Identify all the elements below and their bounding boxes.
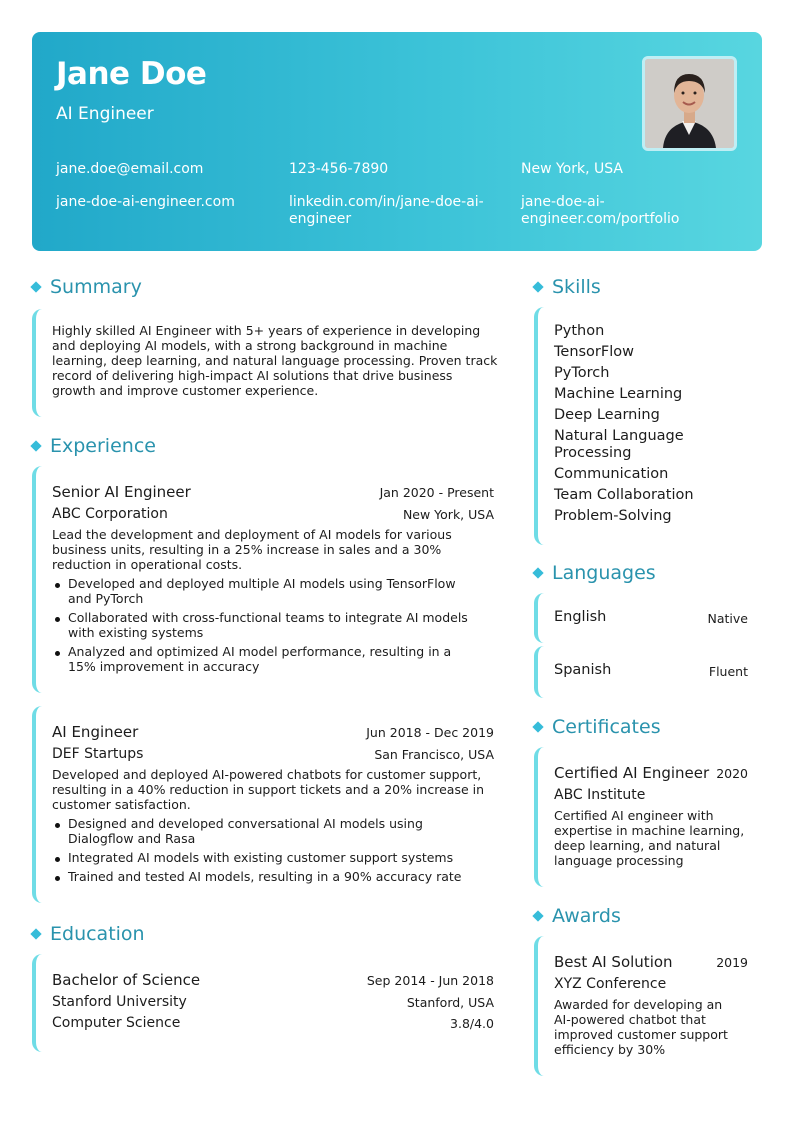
education-entry [32,954,502,1052]
education-school: Stanford University [52,994,187,1010]
skill-item: Python [554,323,605,339]
job-bullet: Trained and tested AI models, resulting in a 90% accuracy rate [52,869,482,884]
awards-heading [532,905,621,927]
job-bullet: Analyzed and optimized AI model performance, resulting in a 15% improvement in accuracy [52,644,482,674]
certificate-issuer: ABC Institute [554,787,646,803]
contact-phone[interactable]: 123-456-7890 [289,161,389,177]
award-name: Best AI Solution [554,953,673,971]
language-entry [534,646,762,698]
job-bullet: Collaborated with cross-functional teams to integrate AI models with existing systems [52,610,482,640]
award-issuer: XYZ Conference [554,976,667,992]
job-company: DEF Startups [52,746,144,762]
job-bullet: Developed and deployed multiple AI models using TensorFlow and PyTorch [52,576,482,606]
job-position: Senior AI Engineer [52,483,191,501]
summary-section [32,309,502,417]
job-bullets [52,816,482,888]
diamond-icon [532,910,543,921]
award-entry [534,936,762,1076]
skills-list [554,323,754,529]
contact-linkedin[interactable]: linkedin.com/in/jane-doe-ai-engineer [289,194,484,227]
job-location: New York, USA [402,507,494,522]
contact-website[interactable]: jane-doe-ai-engineer.com [56,194,235,210]
skill-item: Problem-Solving [554,508,672,524]
education-title: Education [50,923,145,945]
certificate-description: Certified AI engineer with expertise in machine learning, deep learning, and natural language processing [554,808,745,868]
job-bullets [52,576,482,678]
diamond-icon [532,567,543,578]
certificate-year: 2020 [716,766,748,781]
skill-item: Natural Language Processing [554,428,684,461]
skill-item: Team Collaboration [554,487,694,503]
language-level: Fluent [708,664,748,679]
candidate-role: AI Engineer [56,104,154,124]
summary-title: Summary [50,276,142,298]
skill-item: PyTorch [554,365,610,381]
certificates-title: Certificates [552,716,661,738]
contact-location: New York, USA [521,161,623,177]
summary-text: Highly skilled AI Engineer with 5+ years of experience in developing and deploying AI models, with a strong background in machine learning, deep learning, and natural language processing. Proven track record of delivering high-impact AI solutions that drive business growth and improve customer experience. [52,323,498,398]
education-heading [30,923,145,945]
job-location: San Francisco, USA [374,747,494,762]
awards-title: Awards [552,905,621,927]
contact-email[interactable]: jane.doe@email.com [56,161,204,177]
job-bullet: Integrated AI models with existing customer support systems [52,850,482,865]
languages-heading [532,562,656,584]
experience-heading [30,435,156,457]
job-company: ABC Corporation [52,506,168,522]
education-gpa: 3.8/4.0 [450,1016,494,1031]
award-description: Awarded for developing an AI-powered chatbot that improved customer support efficiency by 30% [554,997,728,1057]
job-bullet: Designed and developed conversational AI models using Dialogflow and Rasa [52,816,482,846]
education-dates: Sep 2014 - Jun 2018 [366,973,494,988]
profile-photo-image [645,59,734,148]
education-field: Computer Science [52,1015,181,1031]
languages-title: Languages [552,562,656,584]
experience-title: Experience [50,435,156,457]
job-position: AI Engineer [52,723,139,741]
job-dates: Jun 2018 - Dec 2019 [366,725,494,740]
language-name: Spanish [554,662,612,678]
education-location: Stanford, USA [406,995,494,1010]
diamond-icon [30,440,41,451]
certificate-entry [534,747,762,887]
skills-heading [532,276,601,298]
skill-item: Deep Learning [554,407,660,423]
education-degree: Bachelor of Science [52,971,201,989]
job-description: Developed and deployed AI-powered chatbots for customer support, resulting in a 40% reduction in support tickets and a 20% increase in customer satisfaction. [52,767,485,812]
job-dates: Jan 2020 - Present [379,485,494,500]
diamond-icon [532,721,543,732]
job-description: Lead the development and deployment of AI models for various business units, resulting in a 25% increase in sales and a 30% reduction in operational costs. [52,527,452,572]
resume-header [32,32,762,251]
candidate-name: Jane Doe [56,56,207,92]
diamond-icon [532,281,543,292]
language-name: English [554,609,607,625]
skill-item: Machine Learning [554,386,683,402]
skills-section [534,307,762,545]
profile-photo [642,56,737,151]
contact-portfolio[interactable]: jane-doe-ai-engineer.com/portfolio [521,194,680,227]
certificate-name: Certified AI Engineer [554,764,710,782]
skill-item: Communication [554,466,669,482]
certificates-heading [532,716,661,738]
job-entry [32,466,502,693]
diamond-icon [30,281,41,292]
award-year: 2019 [716,955,748,970]
summary-heading [30,276,142,298]
diamond-icon [30,928,41,939]
skills-title: Skills [552,276,601,298]
language-entry [534,593,762,643]
language-level: Native [707,611,748,626]
job-entry [32,706,502,903]
skill-item: TensorFlow [554,344,634,360]
